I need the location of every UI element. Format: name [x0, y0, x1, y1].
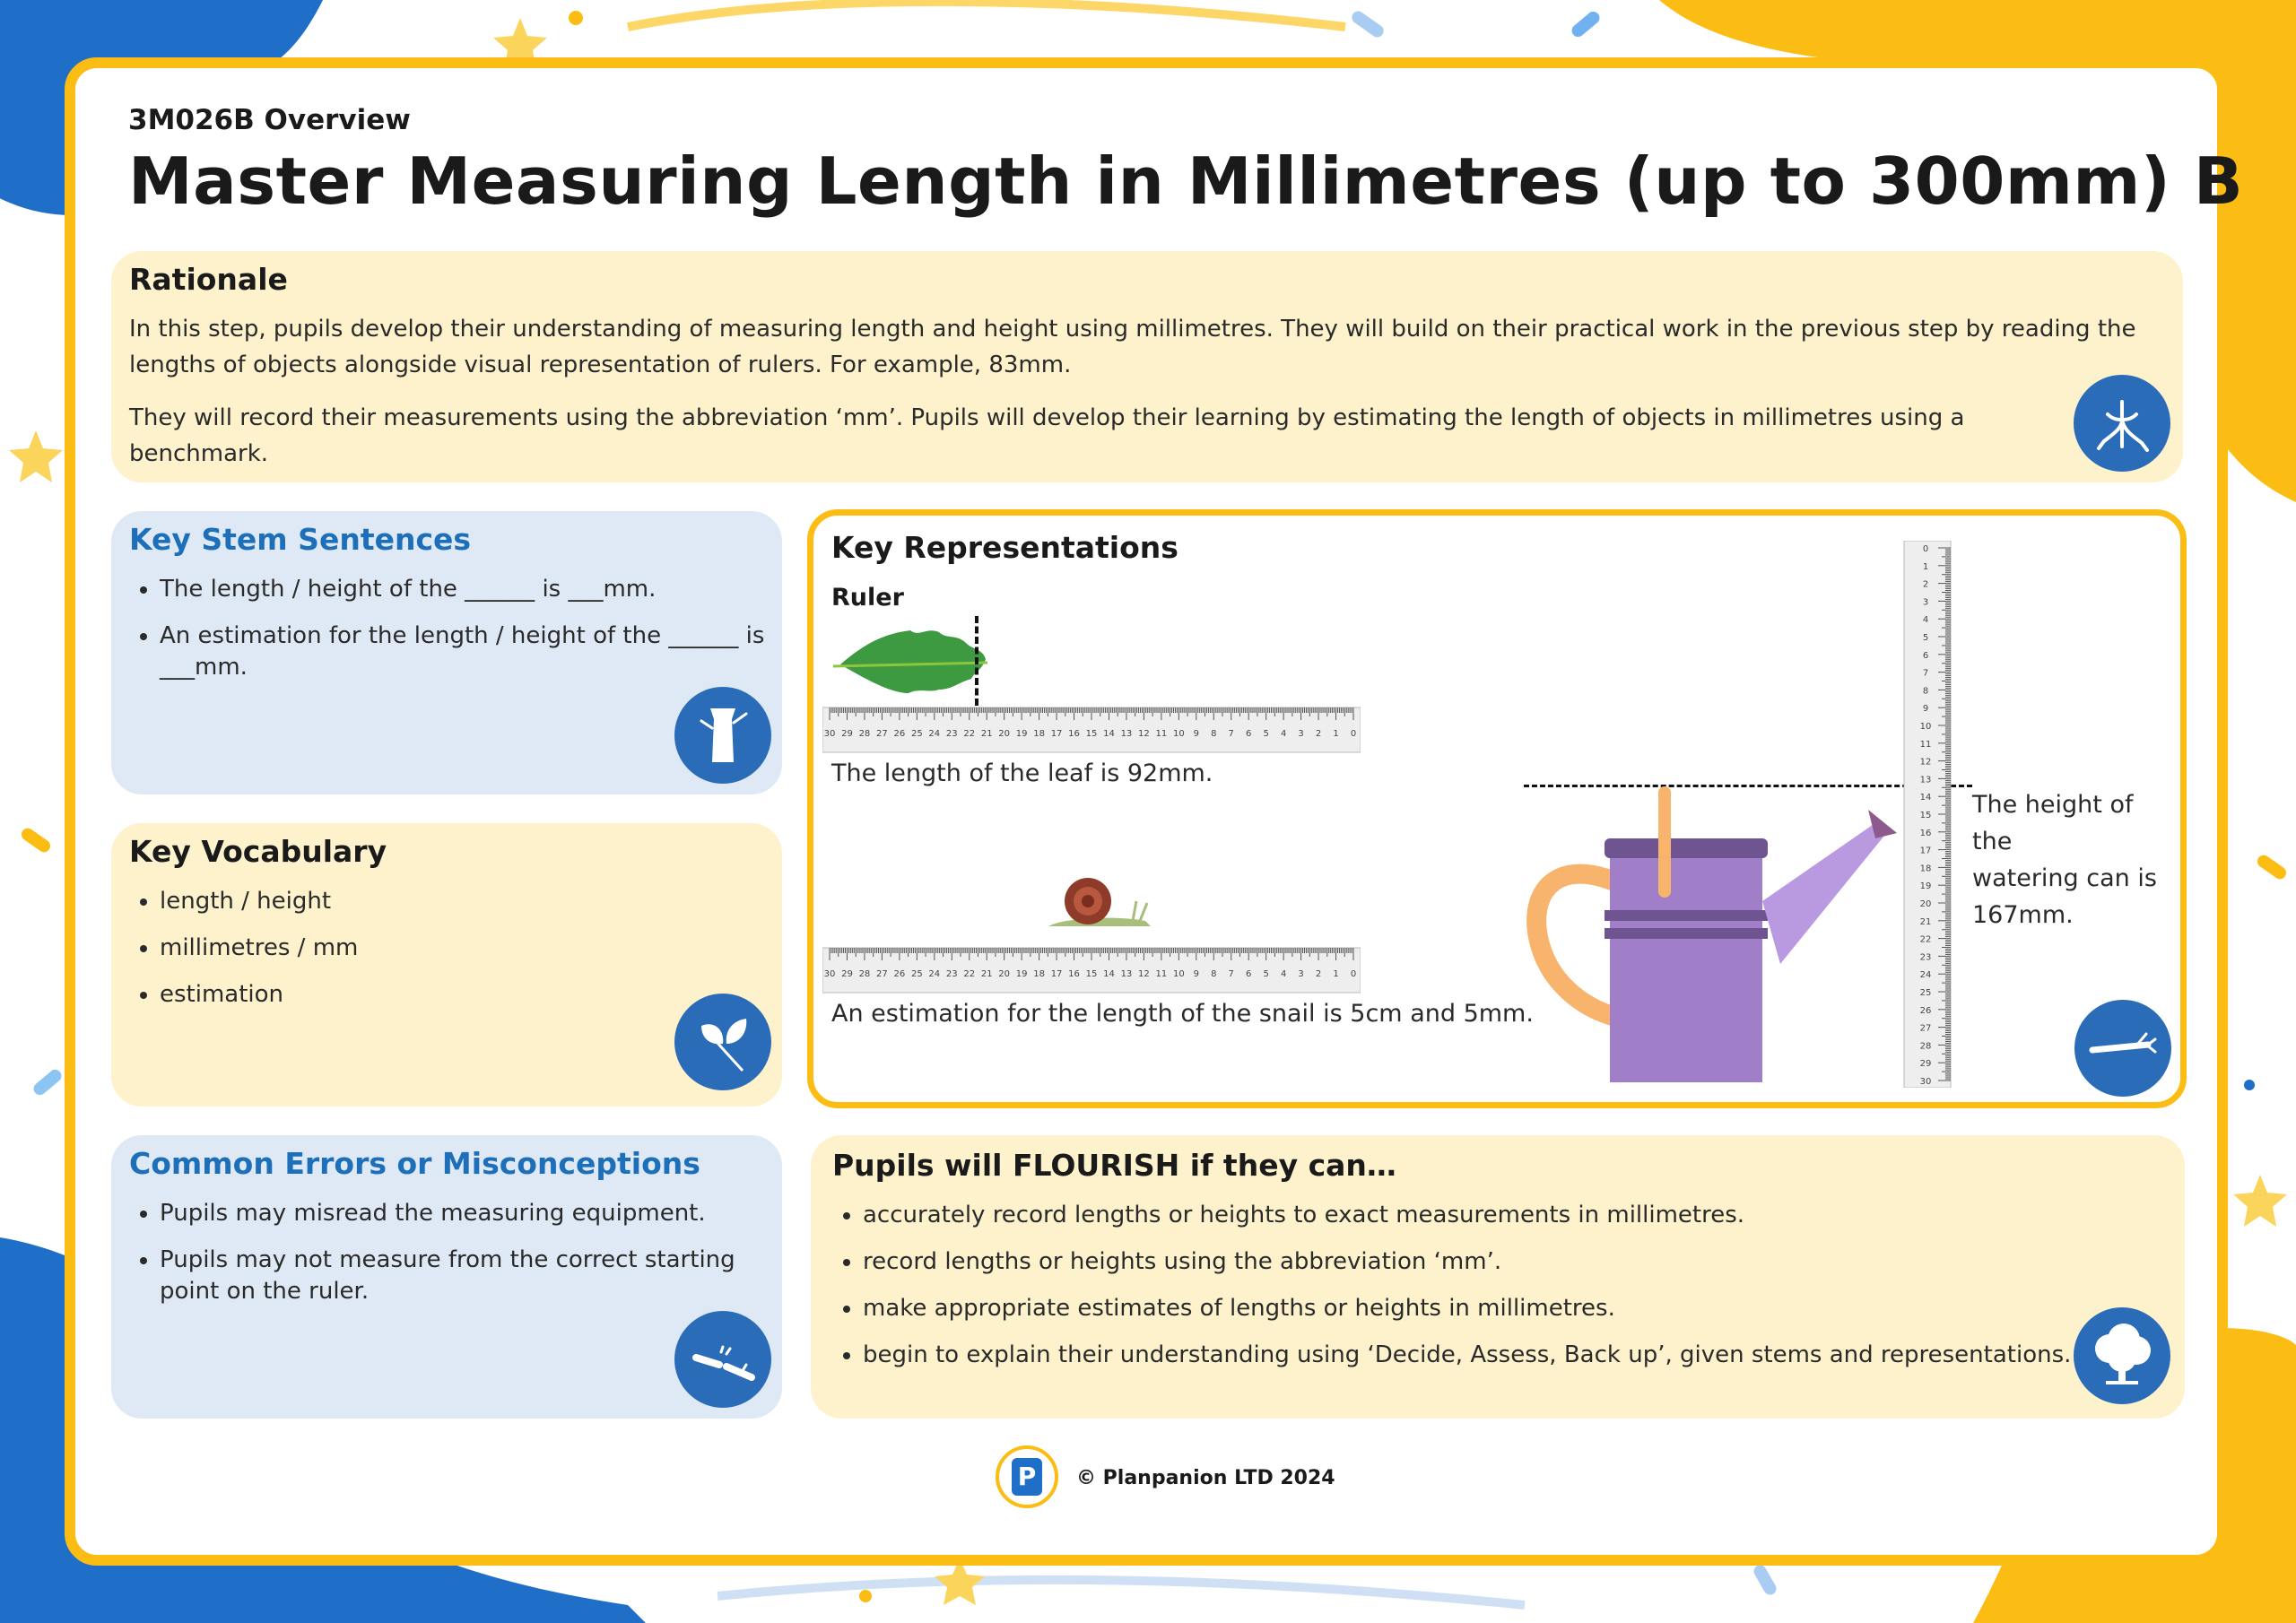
ruler-tick-label: 12 — [1138, 729, 1150, 739]
rationale-paragraph-1: In this step, pupils develop their understanding of measuring length and height using millimetres. They will build on their practical work in the previous step by reading the lengths of objects alongside visual representation of rulers. For example, 83mm. — [129, 316, 2136, 378]
ruler-tick-label: 2 — [1315, 729, 1322, 739]
logo-letter: P — [1012, 1458, 1042, 1496]
branch-icon — [2074, 1000, 2171, 1097]
ruler-tick-label: 11 — [1155, 729, 1168, 739]
key-representations-heading: Key Representations — [831, 530, 1178, 565]
ruler-tick-label: 7 — [1228, 729, 1234, 739]
ruler-tick-label: 29 — [1919, 1059, 1932, 1070]
flourish-panel — [811, 1135, 2185, 1419]
ruler-tick-label: 20 — [998, 729, 1011, 739]
ruler-tick-label: 24 — [928, 729, 941, 739]
vocabulary-list — [129, 886, 770, 1026]
ruler-tick-label: 1 — [1333, 729, 1339, 739]
key-vocabulary-heading: Key Vocabulary — [129, 834, 387, 869]
ruler-tick-label: 10 — [1172, 729, 1185, 739]
watering-can-image — [1520, 785, 1897, 1089]
ruler-tick-label: 4 — [1922, 615, 1929, 626]
ruler-tick-label: 10 — [1172, 969, 1185, 979]
ruler-tick-label: 6 — [1246, 729, 1252, 739]
ruler-tick-label: 26 — [893, 969, 906, 979]
ruler-tick-label: 28 — [858, 969, 871, 979]
ruler-tick-label: 22 — [963, 969, 976, 979]
ruler-tick-label: 19 — [1015, 729, 1028, 739]
ruler-tick-label: 9 — [1922, 704, 1929, 715]
ruler-tick-label: 30 — [823, 969, 836, 979]
leaf-image — [830, 616, 1009, 706]
ruler-tick-label: 16 — [1068, 969, 1080, 979]
list-item: • record lengths or heights using the abbreviation ‘mm’. — [863, 1246, 2100, 1278]
key-vocabulary-panel — [111, 823, 782, 1107]
ruler-tick-label: 30 — [823, 729, 836, 739]
list-item: • length / height — [160, 886, 770, 917]
ruler-tick-label: 0 — [1350, 729, 1357, 739]
list-item: • Pupils may not measure from the correct starting point on the ruler. — [160, 1245, 770, 1307]
ruler-tick-label: 19 — [1919, 881, 1932, 892]
ruler-tick-label: 13 — [1120, 969, 1133, 979]
stem-sentence-list — [129, 574, 770, 699]
ruler-tick-label: 4 — [1280, 729, 1287, 739]
ruler-tick-label: 22 — [963, 729, 976, 739]
snail-image — [1047, 874, 1154, 932]
leaf-caption: The length of the leaf is 92mm. — [831, 759, 1213, 787]
tree-icon — [2074, 1307, 2170, 1404]
ruler-tick-label: 1 — [1333, 969, 1339, 979]
ruler-tick-label: 27 — [876, 969, 888, 979]
ruler-tick-label: 1 — [1922, 561, 1929, 572]
key-stem-sentences-heading: Key Stem Sentences — [129, 522, 472, 557]
ruler-tick-label: 10 — [1919, 722, 1932, 732]
ruler-tick-label: 19 — [1015, 969, 1028, 979]
ruler-tick-label: 8 — [1211, 969, 1217, 979]
key-representations-panel — [807, 509, 2187, 1108]
ruler-tick-label: 11 — [1919, 739, 1932, 750]
ruler-tick-label: 28 — [858, 729, 871, 739]
list-item: • begin to explain their understanding using ‘Decide, Assess, Back up’, given stems and representations. — [863, 1340, 2100, 1371]
common-errors-panel — [111, 1135, 782, 1419]
ruler-tick-label: 3 — [1298, 969, 1304, 979]
roots-icon — [2074, 375, 2170, 472]
ruler-tick-label: 8 — [1211, 729, 1217, 739]
snail-caption: An estimation for the length of the snail is 5cm and 5mm. — [831, 1000, 1534, 1028]
list-item: • millimetres / mm — [160, 933, 770, 964]
ruler-tick-label: 9 — [1193, 969, 1199, 979]
ruler-tick-label: 24 — [928, 969, 941, 979]
overview-label: 3M026B Overview — [128, 104, 411, 136]
ruler-tick-label: 16 — [1919, 828, 1932, 838]
ruler-tick-label: 14 — [1103, 729, 1115, 739]
ruler-tick-label: 16 — [1068, 729, 1080, 739]
ruler-tick-label: 29 — [841, 969, 853, 979]
ruler-tick-label: 21 — [1919, 916, 1932, 927]
ruler-tick-label: 17 — [1919, 846, 1932, 856]
ruler-tick-label: 9 — [1193, 729, 1199, 739]
ruler-tick-label: 13 — [1919, 775, 1932, 785]
ruler-tick-label: 15 — [1085, 969, 1098, 979]
ruler-tick-label: 15 — [1085, 729, 1098, 739]
ruler-tick-label: 24 — [1919, 970, 1932, 981]
ruler-tick-label: 22 — [1919, 934, 1932, 945]
ruler-tick-label: 0 — [1350, 969, 1357, 979]
ruler-tick-label: 25 — [1919, 988, 1932, 998]
list-item: • An estimation for the length / height of the ______ is ___mm. — [160, 621, 770, 683]
watering-can-caption: The height of the watering can is 167mm. — [1972, 791, 2157, 929]
list-item: • accurately record lengths or heights to exact measurements in millimetres. — [863, 1200, 2100, 1231]
broken-branch-icon — [674, 1311, 771, 1408]
list-item: • estimation — [160, 979, 770, 1011]
ruler-tick-label: 18 — [1033, 729, 1045, 739]
list-item: • make appropriate estimates of lengths or heights in millimetres. — [863, 1293, 2100, 1324]
ruler-tick-label: 15 — [1919, 811, 1932, 820]
ruler-tick-label: 7 — [1228, 969, 1234, 979]
ruler-tick-label: 0 — [1922, 544, 1929, 554]
flourish-list — [832, 1200, 2100, 1386]
page-title: Master Measuring Length in Millimetres (up to 300mm) B — [128, 143, 2244, 219]
ruler-tick-label: 25 — [910, 969, 923, 979]
ruler-tick-label: 8 — [1922, 686, 1929, 697]
trunk-icon — [674, 687, 771, 784]
key-stem-sentences-panel — [111, 511, 782, 794]
ruler-tick-label: 26 — [893, 729, 906, 739]
ruler-tick-label: 6 — [1922, 650, 1929, 661]
list-item: • The length / height of the ______ is ___mm. — [160, 574, 770, 605]
ruler-tick-label: 23 — [945, 729, 958, 739]
ruler-tick-label: 27 — [876, 729, 888, 739]
rationale-heading: Rationale — [129, 262, 288, 297]
ruler-tick-label: 26 — [1919, 1005, 1932, 1016]
copyright-text: © Planpanion LTD 2024 — [1076, 1467, 1335, 1489]
ruler-tick-label: 12 — [1138, 969, 1150, 979]
rationale-panel — [111, 251, 2183, 482]
ruler-tick-label: 5 — [1263, 969, 1269, 979]
ruler-tick-label: 12 — [1919, 757, 1932, 768]
common-errors-heading: Common Errors or Misconceptions — [129, 1146, 700, 1181]
ruler-tick-label: 6 — [1246, 969, 1252, 979]
ruler-tick-label: 20 — [1919, 899, 1932, 909]
ruler-tick-label: 27 — [1919, 1023, 1932, 1034]
ruler-tick-label: 11 — [1155, 969, 1168, 979]
rationale-paragraph-2: They will record their measurements using the abbreviation ‘mm’. Pupils will develop their learning by estimating the length of objects in millimetres using a benchmark. — [129, 404, 1965, 467]
ruler-tick-label: 23 — [945, 969, 958, 979]
ruler-tick-label: 7 — [1922, 668, 1929, 679]
ruler-tick-label: 3 — [1298, 729, 1304, 739]
ruler-tick-label: 21 — [980, 729, 993, 739]
ruler-tick-label: 21 — [980, 969, 993, 979]
ruler-tick-label: 30 — [1919, 1077, 1932, 1087]
ruler-tick-label: 17 — [1050, 729, 1063, 739]
ruler-horizontal-leaf — [822, 706, 1361, 756]
ruler-subheading: Ruler — [831, 584, 904, 612]
ruler-tick-label: 29 — [841, 729, 853, 739]
ruler-tick-label: 17 — [1050, 969, 1063, 979]
ruler-tick-label: 20 — [998, 969, 1011, 979]
leaf-measure-line — [975, 616, 978, 706]
planpanion-logo — [996, 1445, 1058, 1508]
ruler-tick-label: 28 — [1919, 1041, 1932, 1052]
ruler-tick-label: 23 — [1919, 952, 1932, 963]
leaves-icon — [674, 994, 771, 1090]
ruler-tick-label: 13 — [1120, 729, 1133, 739]
ruler-vertical — [1902, 541, 1952, 1088]
ruler-horizontal-snail — [822, 946, 1361, 996]
ruler-tick-label: 14 — [1919, 793, 1932, 803]
ruler-tick-label: 25 — [910, 729, 923, 739]
ruler-tick-label: 5 — [1922, 633, 1929, 643]
ruler-tick-label: 5 — [1263, 729, 1269, 739]
flourish-heading: Pupils will FLOURISH if they can… — [832, 1148, 1396, 1183]
ruler-tick-label: 18 — [1919, 864, 1932, 874]
ruler-tick-label: 3 — [1922, 597, 1929, 608]
ruler-tick-label: 18 — [1033, 969, 1045, 979]
ruler-tick-label: 2 — [1922, 579, 1929, 590]
ruler-tick-label: 2 — [1315, 969, 1322, 979]
list-item: • Pupils may misread the measuring equipment. — [160, 1198, 770, 1229]
ruler-tick-label: 14 — [1103, 969, 1115, 979]
errors-list — [129, 1198, 770, 1323]
ruler-tick-label: 4 — [1280, 969, 1287, 979]
